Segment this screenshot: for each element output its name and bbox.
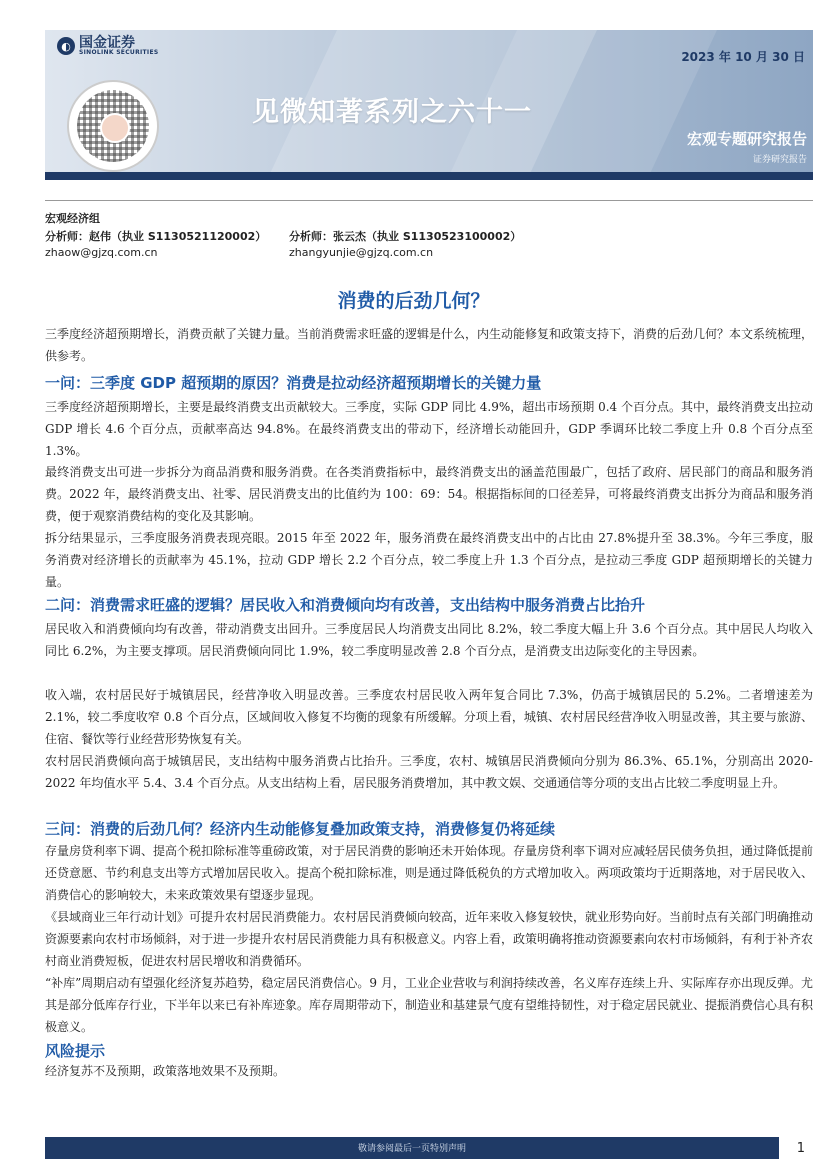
company-logo <box>57 36 158 56</box>
section-1-paragraph: 最终消费支出可进一步拆分为商品消费和服务消费。在各类消费指标中，最终消费支出的涵盖范围最广，包括了政府、居民部门的商品和服务消费。2022 年，最终消费支出、社零、居民消费支出的比值约为 100：69：54。根据指标间的口径差异，可将最终消费支出拆分为商品和服务消费，便于观察消费结构的变化及其影响。 <box>45 465 813 523</box>
section-3-paragraph: 存量房贷利率下调、提高个税扣除标准等重磅政策，对于居民消费的影响还未开始体现。存量房贷利率下调对应减轻居民债务负担，通过降低提前还贷意愿、节约利息支出等方式增加居民收入。提高个税扣除标准，则是通过降低税负的方式增加收入。两项政策均于近期落地，对于居民收入、消费信心的影响较大，未来政策效果有望逐步显现。 <box>45 844 814 902</box>
section-1-paragraph: 拆分结果显示，三季度服务消费表现亮眼。2015 年至 2022 年，服务消费在最终消费支出中的占比由 27.8%提升至 38.3%。今年三季度，服务消费对经济增长的贡献率为 45.1%，拉动 GDP 增长 2.2 个百分点，较二季度上升 1.3 个百分点，是拉动三季度 GDP 超预期增长的关键力量。 <box>45 531 813 589</box>
intro-paragraph: 三季度经济超预期增长，消费贡献了关键力量。当前消费需求旺盛的逻辑是什么，内生动能修复和政策支持下，消费的后劲几何？本文系统梳理，供参考。 <box>45 327 814 363</box>
banner-bottom-bar <box>45 172 813 180</box>
analyst-1: 分析师：赵伟（执业 S1130521120002） <box>45 230 267 243</box>
section-2-paragraph: 收入端，农村居民好于城镇居民，经营净收入明显改善。三季度农村居民收入两年复合同比 7.3%，仍高于城镇居民的 5.2%。二者增速差为 2.1%，较二季度收窄 0.8 个百分点，区域间收入修复不均衡的现象有所缓解。分项上看，城镇、农村居民经营净收入明显改善，其主要与旅游、住宿、餐饮等行业经营形势恢复有关。 <box>45 688 813 746</box>
logo-name-cn: 国金证券 <box>79 35 135 51</box>
series-title: 见微知著系列之六十一 <box>252 97 532 128</box>
analyst-2: 分析师：张云杰（执业 S1130523100002） <box>289 230 522 243</box>
report-category: 证券研究报告 <box>752 155 807 165</box>
section-2-heading: 二问：消费需求旺盛的逻辑？居民收入和消费倾向均有改善，支出结构中服务消费占比抬升 <box>45 596 646 614</box>
risk-paragraph: 经济复苏不及预期，政策落地效果不及预期。 <box>45 1064 286 1078</box>
section-2-paragraph: 居民收入和消费倾向均有改善，带动消费支出回升。三季度居民人均消费支出同比 8.2%，较二季度大幅上升 3.6 个百分点。其中居民人均收入同比 6.2%，为主要支撑项。居民消费倾向同比 1.9%，较二季度明显改善 2.8 个百分点，是消费支出边际变化的主导因素。 <box>45 622 813 658</box>
section-3-heading: 三问：消费的后劲几何？经济内生动能修复叠加政策支持，消费修复仍将延续 <box>45 820 556 838</box>
section-1-paragraph: 三季度经济超预期增长，主要是最终消费支出贡献较大。三季度，实际 GDP 同比 4.9%，超出市场预期 0.4 个百分点。其中，最终消费支出拉动 GDP 增长 4.6 个百分点，贡献率高达 94.8%。在最终消费支出的带动下，经济增长动能回升，GDP 季调环比较二季度上升 0.8 个百分点至 1.3%。 <box>45 400 813 458</box>
report-type: 宏观专题研究报告 <box>686 130 807 148</box>
logo-icon: ◐ <box>57 37 75 55</box>
report-date: 2023 年 10 月 30 日 <box>681 50 805 64</box>
risk-heading: 风险提示 <box>45 1042 106 1060</box>
section-3-paragraph: 《县域商业三年行动计划》可提升农村居民消费能力。农村居民消费倾向较高，近年来收入修复较快，就业形势向好。当前时点有关部门明确推动资源要素向农村市场倾斜，对于进一步提升农村居民消费能力具有积极意义。内容上看，政策明确将推动资源要素向农村市场倾斜，有利于补齐农村商业消费短板，促进农村居民增收和消费循环。 <box>45 910 814 968</box>
section-1-heading: 一问：三季度 GDP 超预期的原因？消费是拉动经济超预期增长的关键力量 <box>45 374 542 392</box>
analyst-1-email[interactable]: zhaow@gjzq.com.cn <box>45 246 158 259</box>
logo-name-en: SINOLINK SECURITIES <box>79 49 159 56</box>
divider <box>45 200 813 201</box>
section-2-paragraph: 农村居民消费倾向高于城镇居民，支出结构中服务消费占比抬升。三季度，农村、城镇居民消费倾向分别为 86.3%、65.1%，分别高出 2020-2022 年均值水平 5.4、3.4 个百分点。从支出结构上看，居民服务消费增加，其中教文娱、交通通信等分项的支出占比较二季度明显上升。 <box>45 754 813 790</box>
page-number: 1 <box>796 1141 805 1156</box>
team-name: 宏观经济组 <box>45 212 100 225</box>
section-3-paragraph: “补库”周期启动有望强化经济复苏趋势，稳定居民消费信心。9 月，工业企业营收与利润持续改善，名义库存连续上升、实际库存亦出现反弹。尤其是部分低库存行业，下半年以来已有补库迹象。库存周期带动下，制造业和基建景气度有望维持韧性，对于稳定居民就业、提振消费信心具有积极意义。 <box>45 976 814 1034</box>
qr-code-icon <box>67 80 159 172</box>
article-title: 消费的后劲几何？ <box>337 290 490 312</box>
footer-disclaimer: 敬请参阅最后一页特别声明 <box>357 1144 466 1154</box>
analyst-2-email[interactable]: zhangyunjie@gjzq.com.cn <box>289 246 434 259</box>
